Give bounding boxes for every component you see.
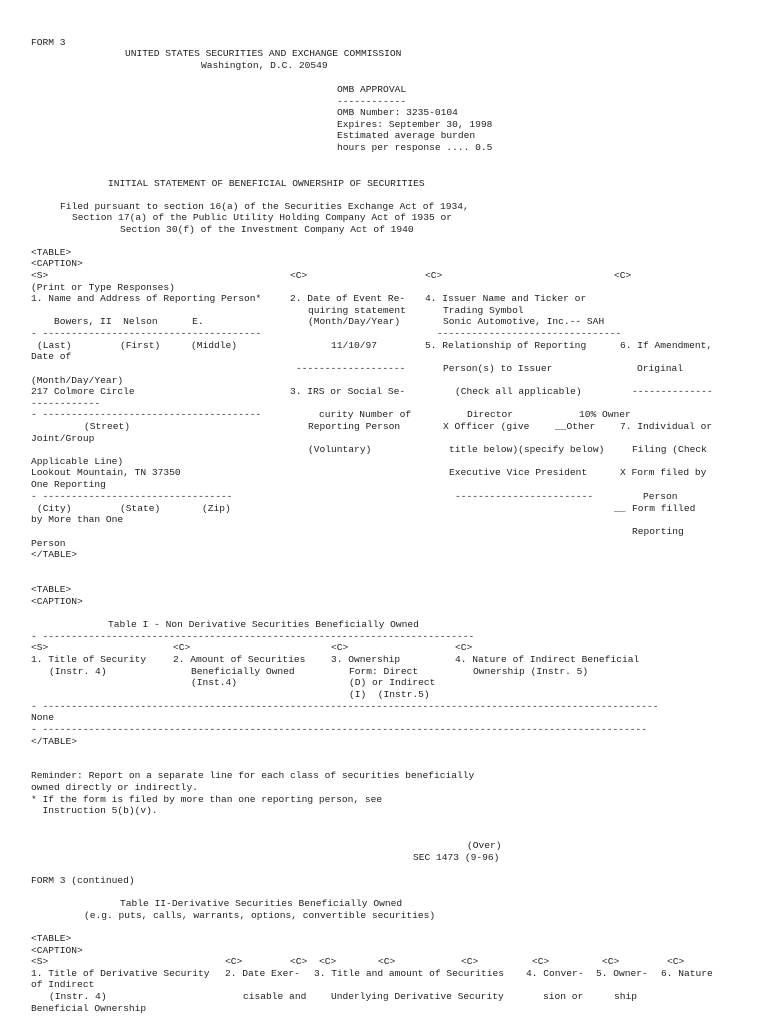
divider: ------------------- [296, 363, 406, 374]
ten-percent-owner-option: 10% Owner [579, 409, 631, 420]
end-table-tag: </TABLE> [31, 736, 78, 747]
title-below-label: title below)(specify below) [449, 444, 605, 455]
table-2-subtitle: (e.g. puts, calls, warrants, options, convertible securities) [84, 910, 436, 921]
column-header: 2. Amount of Securities [173, 654, 306, 665]
city-label: (City) [37, 503, 72, 514]
table-2-title: Table II-Derivative Securities Beneficially Owned [120, 898, 403, 909]
persons-to-issuer: Person(s) to Issuer [443, 363, 553, 374]
field-3-label: 3. IRS or Social Se- [290, 386, 406, 397]
middle-label: (Middle) [191, 340, 238, 351]
column-header: (I) (Instr.5) [349, 689, 430, 700]
field-3-label-cont: curity Number of [319, 409, 412, 420]
caption-tag: <CAPTION> [31, 258, 83, 269]
other-option: __Other [555, 421, 596, 432]
filed-pursuant-line: Section 30(f) of the Investment Company Act of 1940 [120, 224, 414, 235]
column-header: Ownership (Instr. 5) [473, 666, 589, 677]
c-tag: <C> [378, 956, 396, 967]
field-4-label: 4. Issuer Name and Ticker or [425, 293, 587, 304]
column-header: (Inst.4) [191, 677, 238, 688]
column-header: Underlying Derivative Security [331, 991, 504, 1002]
column-header: 6. Nature [661, 968, 713, 979]
agency-name: UNITED STATES SECURITIES AND EXCHANGE COMMISSION [125, 48, 402, 59]
c-tag: <C> [319, 956, 337, 967]
column-header: 5. Owner- [596, 968, 648, 979]
column-header: 3. Ownership [331, 654, 401, 665]
field-2-format: (Month/Day/Year) [308, 316, 401, 327]
c-tag: <C> [667, 956, 685, 967]
field-2-label: 2. Date of Event Re- [290, 293, 406, 304]
c-tag: <C> [614, 270, 632, 281]
column-header: Beneficially Owned [191, 666, 295, 677]
issuer-name: Sonic Automotive, Inc.-- SAH [443, 316, 605, 327]
omb-approval: OMB APPROVAL [337, 84, 407, 95]
divider: - --------------------------------- [31, 491, 233, 502]
sec-form-number: SEC 1473 (9-96) [413, 852, 500, 863]
street-label: (Street) [84, 421, 131, 432]
column-header: 4. Conver- [526, 968, 584, 979]
column-header: Beneficial Ownership [31, 1003, 147, 1014]
omb-number: OMB Number: 3235-0104 [337, 107, 458, 118]
document-title: INITIAL STATEMENT OF BENEFICIAL OWNERSHIP OF SECURITIES [108, 178, 425, 189]
c-tag: <C> [290, 956, 308, 967]
print-instructions: (Print or Type Responses) [31, 282, 175, 293]
column-header: Form: Direct [349, 666, 419, 677]
divider: ------------------------ [455, 491, 594, 502]
field-2-label-cont: quiring statement [308, 305, 406, 316]
filing-check-label: Filing (Check [632, 444, 707, 455]
table-row: None [31, 712, 55, 723]
c-tag: <C> [331, 642, 349, 653]
table-tag: <TABLE> [31, 584, 72, 595]
column-header: 3. Title and amount of Securities [314, 968, 504, 979]
c-tag: <C> [225, 956, 243, 967]
field-1-label: 1. Name and Address of Reporting Person* [31, 293, 262, 304]
column-header: 4. Nature of Indirect Beneficial [455, 654, 640, 665]
reminder-text: * If the form is filed by more than one reporting person, see [31, 794, 383, 805]
divider: - --------------------------------------------------------------------------- [31, 631, 475, 642]
c-tag: <C> [532, 956, 550, 967]
form-continued: FORM 3 (continued) [31, 875, 135, 886]
divider: - -------------------------------------- [31, 328, 262, 339]
reminder-text: Instruction 5(b)(v). [31, 805, 158, 816]
filed-pursuant-line: Filed pursuant to section 16(a) of the Securities Exchange Act of 1934, [60, 201, 469, 212]
s-tag: <S> [31, 270, 49, 281]
s-tag: <S> [31, 642, 49, 653]
divider: - --------------------------------------------------------------------------------------------------------- [31, 724, 648, 735]
omb-burden: Estimated average burden [337, 130, 476, 141]
caption-tag: <CAPTION> [31, 945, 83, 956]
table-1-title: Table I - Non Derivative Securities Beneficially Owned [108, 619, 419, 630]
zip-label: (Zip) [202, 503, 231, 514]
divider: ------------ [31, 398, 101, 409]
column-header: ship [614, 991, 638, 1002]
column-header: of Indirect [31, 979, 95, 990]
person-label: Person [31, 538, 66, 549]
reporter-name: Bowers, II Nelson E. [54, 316, 204, 327]
reporting-label: Reporting [632, 526, 684, 537]
omb-burden-hours: hours per response .... 0.5 [337, 142, 493, 153]
column-header: 2. Date Exer- [225, 968, 300, 979]
field-6-label: 6. If Amendment, [620, 340, 713, 351]
reminder-text: Reminder: Report on a separate line for each class of securities beneficially [31, 770, 475, 781]
director-option: Director [467, 409, 514, 420]
end-table-tag: </TABLE> [31, 549, 78, 560]
state-label: (State) [120, 503, 161, 514]
omb-divider: ------------ [337, 96, 407, 107]
c-tag: <C> [173, 642, 191, 653]
street-value: 217 Colmore Circle [31, 386, 135, 397]
last-label: (Last) [37, 340, 72, 351]
column-header: (D) or Indirect [349, 677, 436, 688]
event-date: 11/10/97 [331, 340, 378, 351]
applicable-line-label: Applicable Line) [31, 456, 124, 467]
field-3-label-cont: Reporting Person [308, 421, 401, 432]
caption-tag: <CAPTION> [31, 596, 83, 607]
person-label: Person [643, 491, 678, 502]
column-header: 1. Title of Derivative Security [31, 968, 210, 979]
c-tag: <C> [461, 956, 479, 967]
omb-expires: Expires: September 30, 1998 [337, 119, 493, 130]
over-label: (Over) [467, 840, 502, 851]
officer-option: X Officer (give [443, 421, 530, 432]
column-header: (Instr. 4) [49, 991, 107, 1002]
column-header: (Instr. 4) [49, 666, 107, 677]
original-label: Original [637, 363, 684, 374]
c-tag: <C> [425, 270, 443, 281]
field-5-label: 5. Relationship of Reporting [425, 340, 587, 351]
s-tag: <S> [31, 956, 49, 967]
field-4-label-cont: Trading Symbol [443, 305, 524, 316]
by-more-label: by More than One [31, 514, 124, 525]
reminder-text: owned directly or indirectly. [31, 782, 198, 793]
c-tag: <C> [455, 642, 473, 653]
city-value: Lookout Mountain, TN 37350 [31, 467, 181, 478]
field-7-label: 7. Individual or [620, 421, 713, 432]
column-header: cisable and [243, 991, 307, 1002]
table-tag: <TABLE> [31, 933, 72, 944]
divider: -------------------------------- [437, 328, 622, 339]
date-format: (Month/Day/Year) [31, 375, 124, 386]
joint-group-label: Joint/Group [31, 433, 95, 444]
form-label: FORM 3 [31, 37, 66, 48]
filed-pursuant-line: Section 17(a) of the Public Utility Holding Company Act of 1935 or [72, 212, 452, 223]
date-of-label: Date of [31, 351, 72, 362]
check-all-applicable: (Check all applicable) [455, 386, 582, 397]
voluntary-label: (Voluntary) [308, 444, 372, 455]
first-label: (First) [120, 340, 161, 351]
divider: - -------------------------------------- [31, 409, 262, 420]
one-reporting-label: One Reporting [31, 479, 106, 490]
column-header: 1. Title of Security [31, 654, 147, 665]
divider: -------------- [632, 386, 713, 397]
divider: - ----------------------------------------------------------------------------------------------------------- [31, 701, 659, 712]
officer-title: Executive Vice President [449, 467, 588, 478]
table-tag: <TABLE> [31, 247, 72, 258]
column-header: sion or [543, 991, 584, 1002]
form-filled-label: Form filled [632, 503, 696, 514]
form-filed-by-one: X Form filed by [620, 467, 707, 478]
c-tag: <C> [602, 956, 620, 967]
checkbox-blank: __ [614, 503, 626, 514]
agency-city: Washington, D.C. 20549 [201, 60, 328, 71]
c-tag: <C> [290, 270, 308, 281]
